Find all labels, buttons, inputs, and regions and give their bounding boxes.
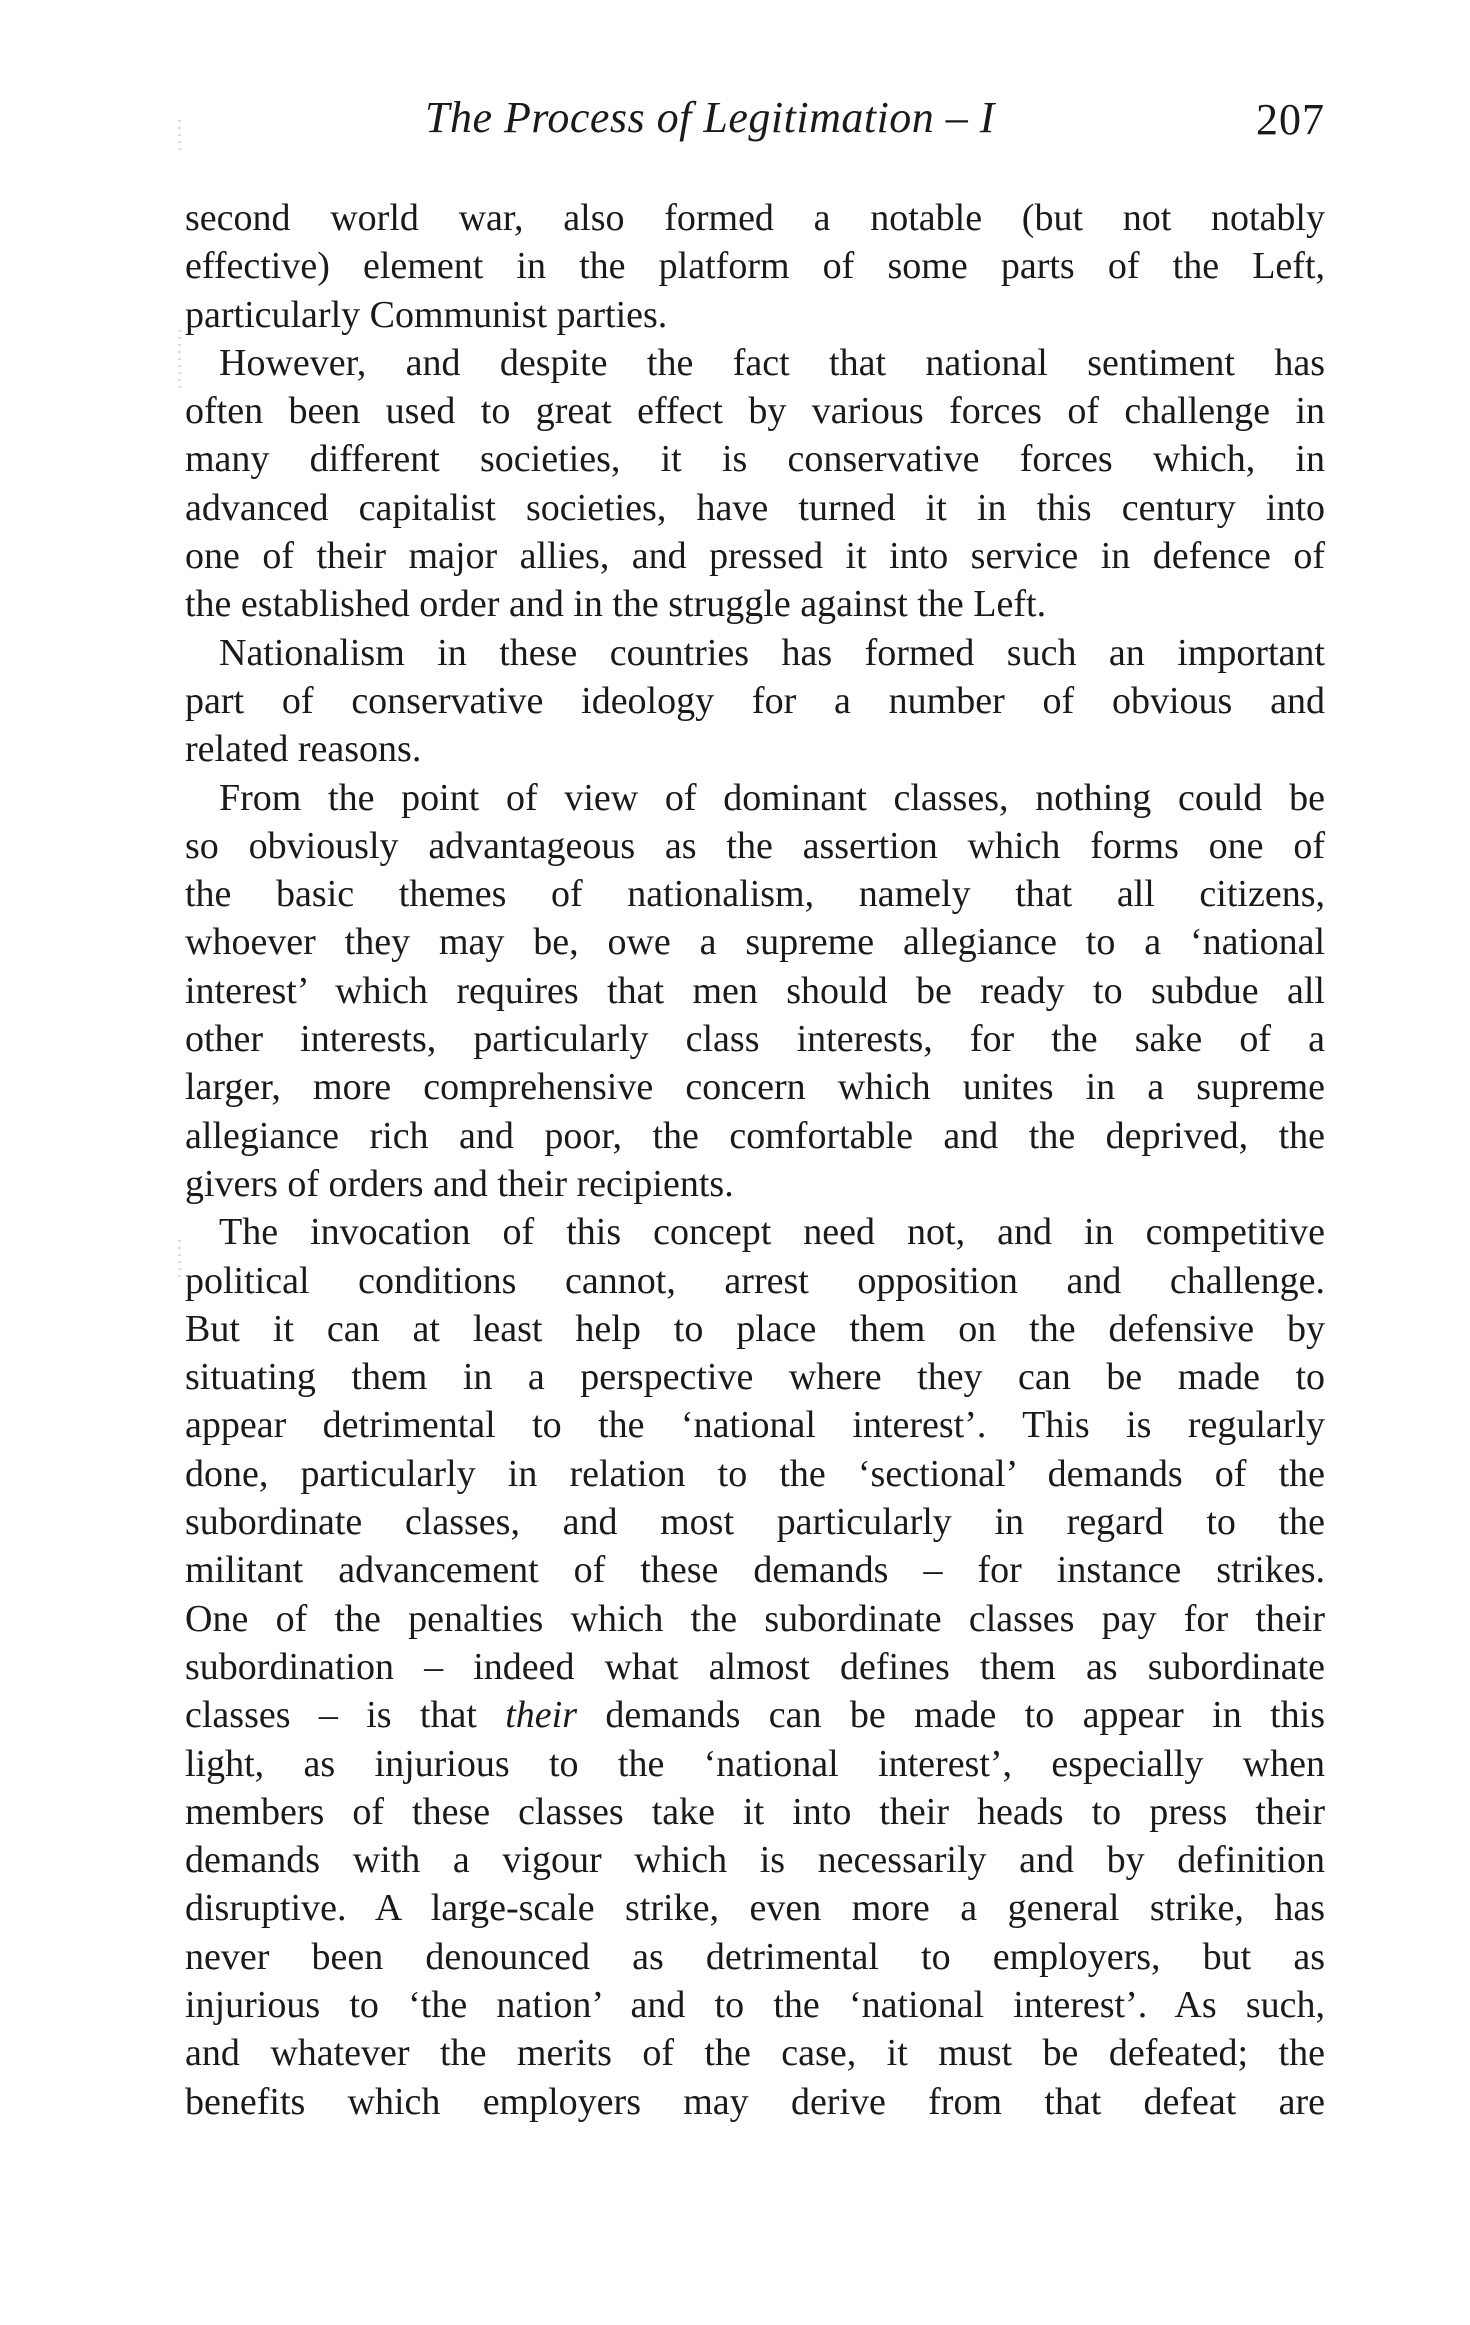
text-line: benefits which employers may derive from that defeat are — [185, 2080, 1325, 2123]
text-line: particularly Communist parties. — [185, 293, 668, 336]
text-line: situating them in a perspective where they can be made to — [185, 1356, 1325, 1399]
text-line: the established order and in the struggle against the Left. — [185, 583, 1047, 626]
text-line: appear detrimental to the ‘national interest’. This is regularly — [185, 1404, 1325, 1447]
text-line: whoever they may be, owe a supreme allegiance to a ‘national — [185, 921, 1325, 964]
text-line: larger, more comprehensive concern which unites in a supreme — [185, 1066, 1325, 1109]
text-line: never been denounced as detrimental to employers, but as — [185, 1935, 1325, 1978]
text-line: interest’ which requires that men should be ready to subdue all — [185, 969, 1325, 1012]
page-number: 207 — [1256, 95, 1325, 144]
text-line: allegiance rich and poor, the comfortable and the deprived, the — [185, 1114, 1325, 1157]
text-line: injurious to ‘the nation’ and to the ‘national interest’. As such, — [185, 1983, 1325, 2026]
paragraph-start-line: From the point of view of dominant classes, nothing could be — [219, 776, 1325, 819]
text-line: disruptive. A large-scale strike, even more a general strike, has — [185, 1887, 1325, 1930]
text-line: one of their major allies, and pressed it into service in defence of — [185, 535, 1325, 578]
text-line: many different societies, it is conservative forces which, in — [185, 438, 1325, 481]
paragraph-start-line: The invocation of this concept need not, and in competitive — [219, 1211, 1325, 1254]
scan-speckle — [178, 330, 181, 390]
text-line: effective) element in the platform of some parts of the Left, — [185, 245, 1325, 288]
text-line: One of the penalties which the subordinate classes pay for their — [185, 1597, 1325, 1640]
emphasis-their: their — [505, 1694, 577, 1737]
text-line: other interests, particularly class interests, for the sake of a — [185, 1018, 1325, 1061]
running-title: The Process of Legitimation – I — [425, 93, 995, 142]
paragraph-start-line: Nationalism in these countries has formed such an important — [219, 631, 1325, 674]
text-line: subordination – indeed what almost defines them as subordinate — [185, 1645, 1325, 1688]
text-segment: demands can be made to appear in this — [605, 1694, 1325, 1737]
text-line: done, particularly in relation to the ‘sectional’ demands of the — [185, 1452, 1325, 1495]
paragraph-start-line: However, and despite the fact that national sentiment has — [219, 341, 1325, 384]
text-line: subordinate classes, and most particularly in regard to the — [185, 1501, 1325, 1544]
text-line: second world war, also formed a notable (but not notably — [185, 197, 1325, 239]
text-line: members of these classes take it into their heads to press their — [185, 1790, 1325, 1833]
text-line: advanced capitalist societies, have turned it in this century into — [185, 486, 1325, 529]
text-line: militant advancement of these demands – for instance strikes. — [185, 1549, 1325, 1592]
text-line: But it can at least help to place them on the defensive by — [185, 1307, 1325, 1350]
text-line: often been used to great effect by various forces of challenge in — [185, 390, 1325, 433]
text-line: related reasons. — [185, 728, 422, 771]
text-line: and whatever the merits of the case, it must be defeated; the — [185, 2032, 1325, 2075]
scan-speckle — [178, 1240, 181, 1280]
text-segment: classes – is that — [185, 1694, 477, 1737]
text-line: givers of orders and their recipients. — [185, 1162, 734, 1205]
text-line: the basic themes of nationalism, namely that all citizens, — [185, 873, 1325, 916]
running-head — [185, 88, 1325, 158]
text-line: so obviously advantageous as the assertion which forms one of — [185, 824, 1325, 867]
text-line: demands with a vigour which is necessarily and by definition — [185, 1839, 1325, 1882]
text-line-with-emphasis — [185, 1691, 1325, 1739]
text-line: light, as injurious to the ‘national interest’, especially when — [185, 1742, 1325, 1785]
text-line: part of conservative ideology for a number of obvious and — [185, 679, 1325, 722]
text-line: political conditions cannot, arrest opposition and challenge. — [185, 1259, 1325, 1302]
scan-speckle — [178, 120, 181, 150]
body-text — [185, 194, 1325, 2126]
